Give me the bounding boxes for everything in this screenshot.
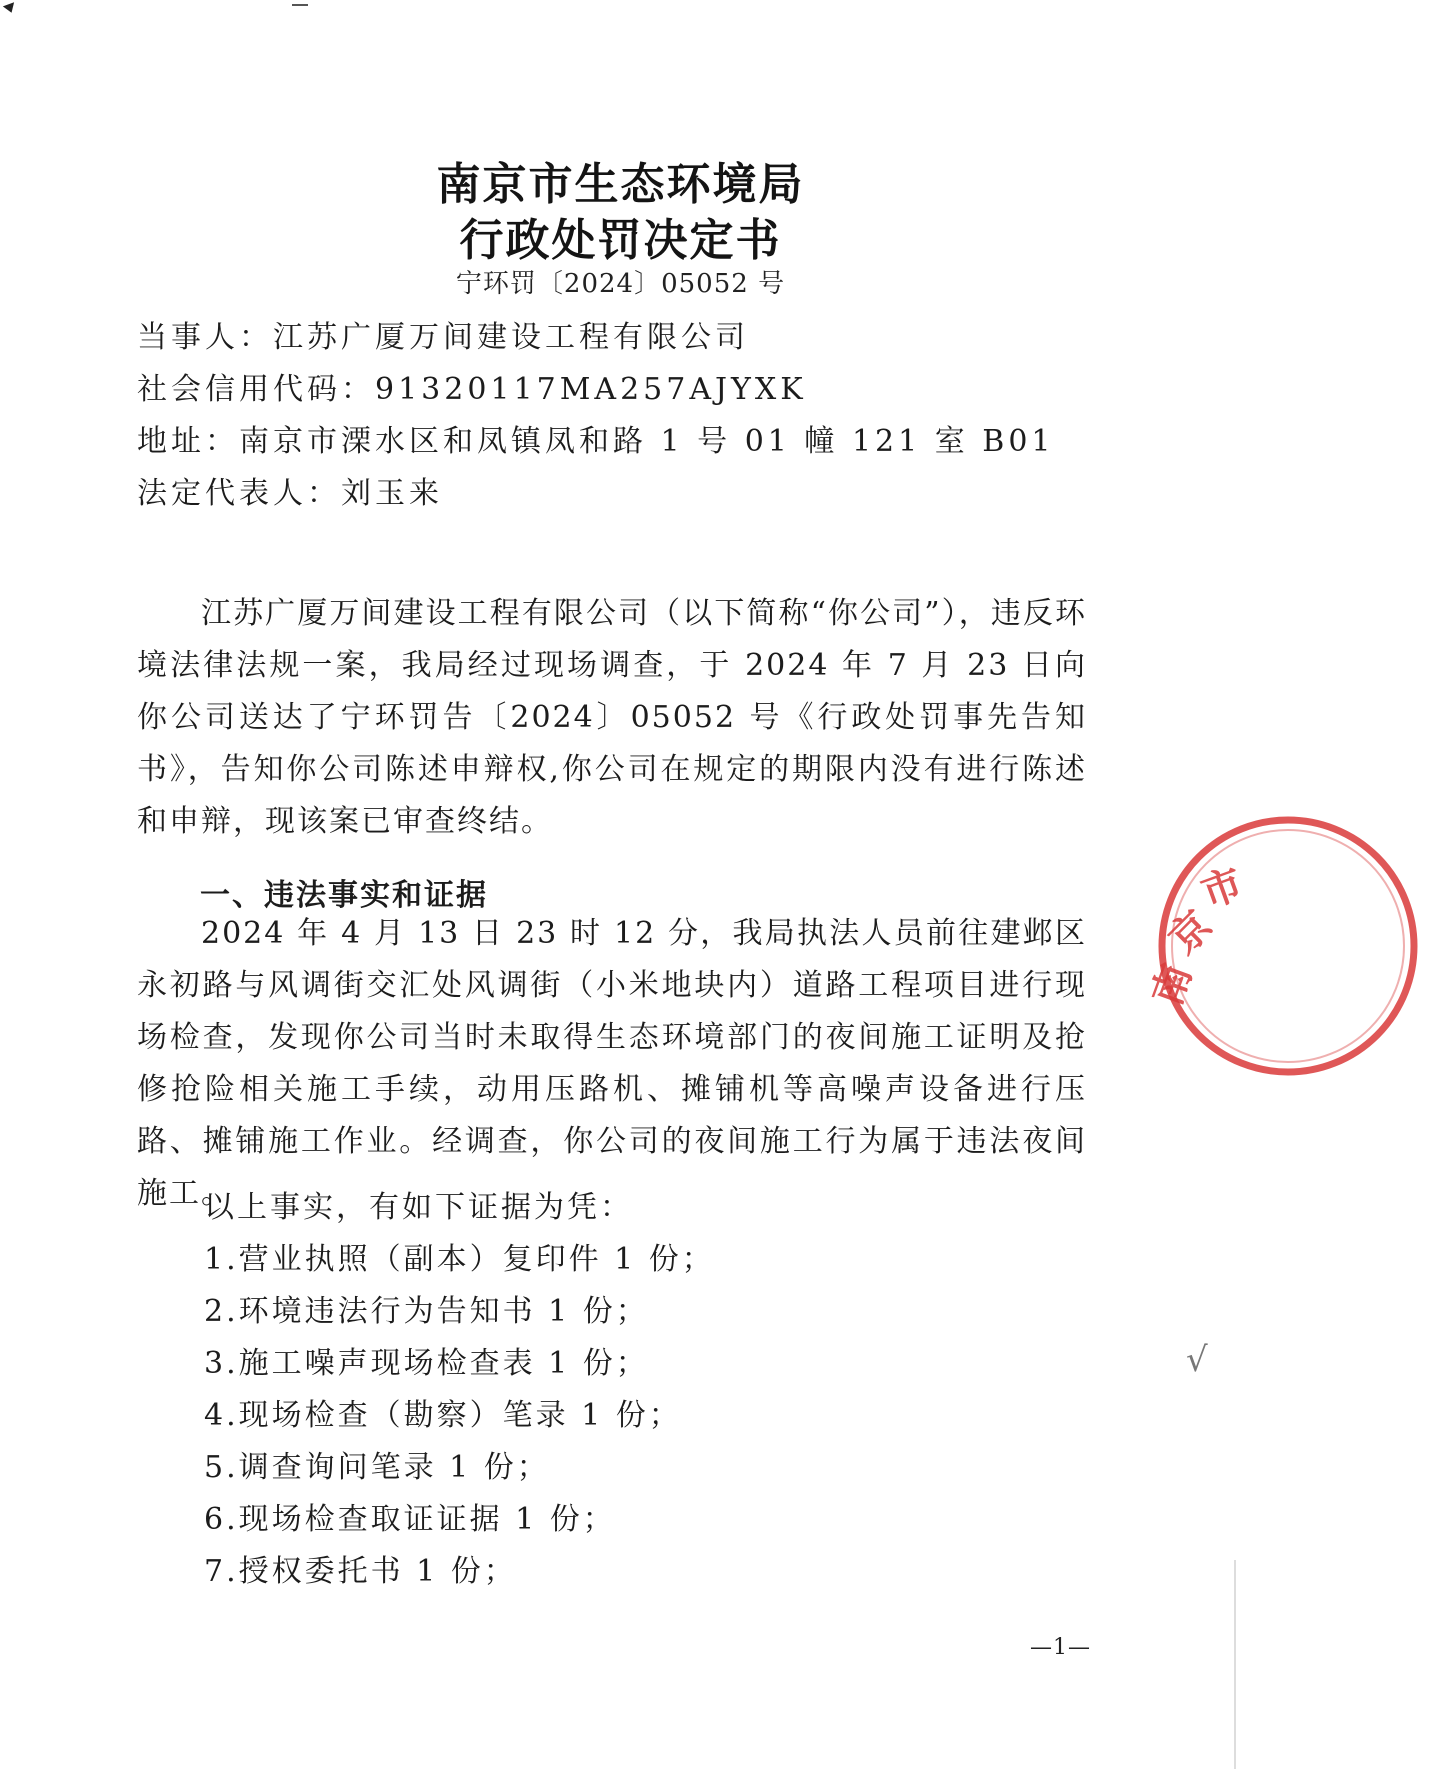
page-number: —1— [1030,1635,1091,1660]
evidence-intro: 以上事实，有如下证据为凭： [204,1190,633,1225]
evidence-item: 2.环境违法行为告知书 1 份； [204,1294,649,1329]
official-seal-stamp [1138,796,1438,1096]
evidence-item: 5.调查询问笔录 1 份； [204,1450,550,1485]
handwritten-check-mark: √ [1186,1340,1208,1380]
svg-text:南: 南 [1143,957,1202,1012]
evidence-item: 4.现场检查（勘察）笔录 1 份； [204,1398,682,1433]
address-line: 地址：南京市溧水区和凤镇凤和路 1 号 01 幢 121 室 B01 [137,424,1055,459]
legal-rep-line: 法定代表人：刘玉来 [137,476,443,511]
scan-edge-line [1234,1560,1236,1769]
evidence-item: 3.施工噪声现场检查表 1 份； [204,1346,649,1381]
scan-top-dash [292,4,308,6]
document-number: 宁环罚〔2024〕05052 号 [455,269,786,299]
party-line: 当事人：江苏广厦万间建设工程有限公司 [137,320,749,355]
evidence-item: 7.授权委托书 1 份； [204,1554,517,1589]
document-title-line1: 南京市生态环境局 [436,159,805,210]
svg-text:京: 京 [1159,901,1222,964]
intro-paragraph: 江苏广厦万间建设工程有限公司（以下简称“你公司”），违反环境法律法规一案，我局经过现场调查，于 2024 年 7 月 23 日向你公司送达了宁环罚告〔2024〕05052 号《行政处罚事先告知书》，告知你公司陈述申辩权,你公司在规定的期限内没有进行陈述和申辩，现该案已审查终结。 [137,596,1087,839]
svg-text:市: 市 [1195,859,1250,918]
evidence-item: 1.营业执照（副本）复印件 1 份； [204,1242,715,1277]
section-heading-violation-facts: 一、违法事实和证据 [200,878,488,913]
document-title-line2: 行政处罚决定书 [459,215,782,266]
evidence-item: 6.现场检查取证证据 1 份； [204,1502,616,1537]
credit-code-line: 社会信用代码：91320117MA257AJYXK [137,372,807,407]
scan-corner-mark [3,2,17,15]
facts-paragraph: 2024 年 4 月 13 日 23 时 12 分，我局执法人员前往建邺区永初路与风调街交汇处风调街（小米地块内）道路工程项目进行现场检查，发现你公司当时未取得生态环境部门的夜间施工证明及抢修抢险相关施工手续，动用压路机、摊铺机等高噪声设备进行压路、摊铺施工作业。经调查，你公司的夜间施工行为属于违法夜间施工。 [137,916,1087,1211]
